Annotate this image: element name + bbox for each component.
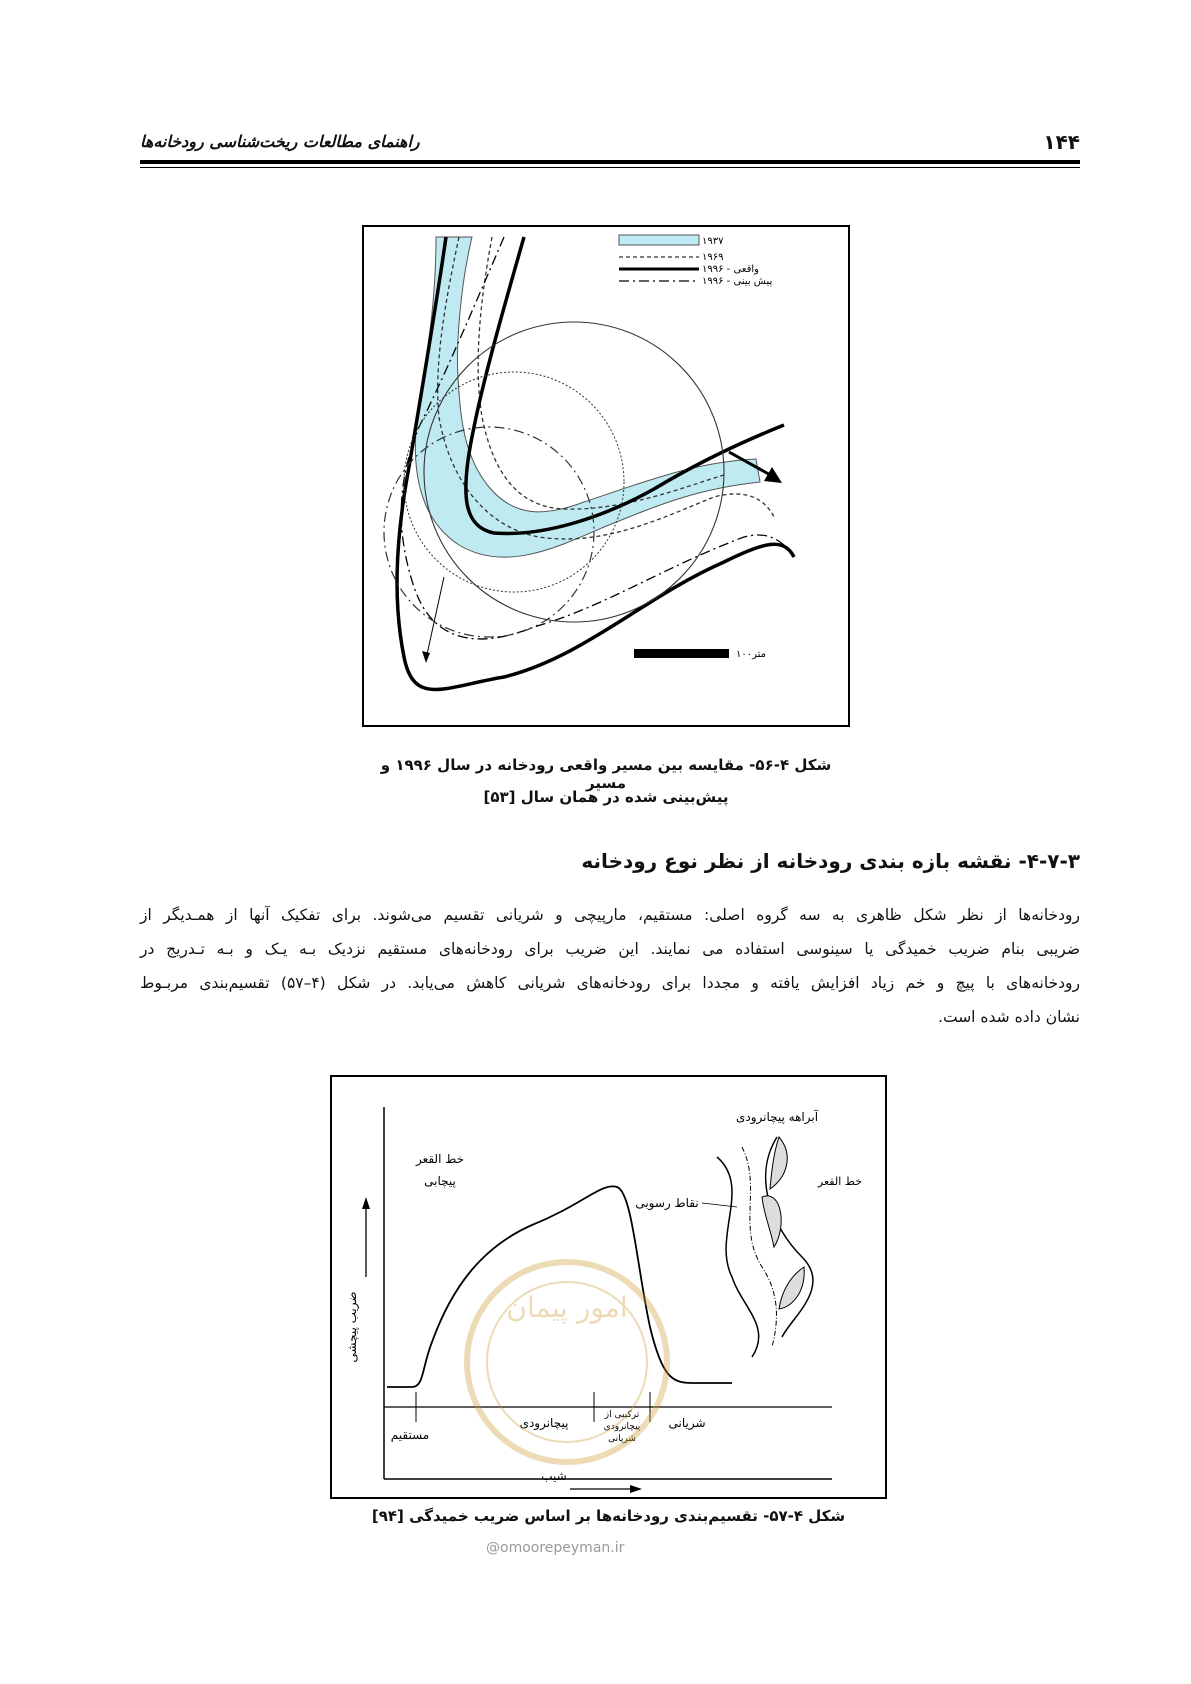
river-map-svg <box>364 227 848 725</box>
watermark-logo-text: امور پیمان <box>506 1291 628 1324</box>
running-title: راهنمای مطالعات ریخت‌شناسی رودخانه‌ها <box>140 132 420 151</box>
meander-bank-left <box>717 1157 759 1357</box>
legend-label-1996-predicted: ۱۹۹۶ - پیش بینی <box>702 276 773 287</box>
header-rule-thick <box>140 160 1080 164</box>
page-number: ۱۴۴ <box>1043 130 1080 154</box>
point-bar-1 <box>762 1196 781 1247</box>
y-axis-label: ضریب پیچشی <box>345 1291 359 1363</box>
watermark-url: @omoorepeyman.ir <box>486 1540 625 1556</box>
sinuosity-diagram-svg <box>332 1077 885 1497</box>
header-rule-thin <box>140 167 1080 168</box>
legend-swatch-1937 <box>619 235 699 245</box>
flow-arrowhead <box>764 467 782 483</box>
legend-label-1996-actual: ۱۹۹۶ - واقعی <box>702 264 759 275</box>
x-axis-label: شیب <box>541 1469 567 1483</box>
body-paragraph <box>140 898 1080 1034</box>
scale-label: ۱۰۰متر <box>736 649 767 660</box>
figure-river-path-comparison <box>362 225 850 727</box>
label-combined-1: ترکیبی از <box>604 1410 640 1420</box>
label-thalweg: خط القعر <box>817 1175 862 1188</box>
figure1-caption-line2: پیش‌بینی شده در همان سال [۵۳] <box>483 788 729 806</box>
legend-label-1969: ۱۹۶۹ <box>702 252 724 263</box>
label-combined-3: شریانی <box>608 1434 636 1444</box>
paragraph-line: رودخانه‌های با پیچ و خم زیاد افزایش یافته و مجددا برای رودخانه‌های شریانی کاهش می‌یابد. در شکل (۴–۵۷) تقسیم‌بندی مربـوط <box>140 974 1081 992</box>
figure1-caption-line1: شکل ۴-۵۶- مقایسه بین مسیر واقعی رودخانه در سال ۱۹۹۶ و مسیر <box>380 756 832 792</box>
paragraph-line: ضریبی بنام ضریب خمیدگی یا سینوسی استفاده می نمایند. این ضریب برای رودخانه‌های مستقیم نزدیک بـه یـک و بـه تـدریج در <box>140 940 1080 958</box>
label-meandering: پیچانرودی <box>519 1416 569 1430</box>
paragraph-line: نشان داده شده است. <box>938 1008 1080 1026</box>
label-thalweg-winding-1: خط القعر <box>415 1152 465 1166</box>
y-axis-arrowhead <box>362 1197 370 1209</box>
legend <box>619 235 773 287</box>
label-combined-2: پیچانرودی <box>603 1422 641 1432</box>
point-bar-3 <box>779 1267 804 1309</box>
label-thalweg-winding-2: پیچابی <box>424 1174 456 1188</box>
x-axis-arrowhead <box>630 1485 642 1493</box>
watermark-logo <box>467 1262 667 1462</box>
figure-sinuosity-classification <box>330 1075 887 1499</box>
label-straight: مستقیم <box>390 1428 430 1442</box>
label-braided: شریانی <box>668 1416 706 1430</box>
section-heading: ۴-۷-۳- نقشه بازه بندی رودخانه از نظر نوع رودخانه <box>581 849 1080 873</box>
figure2-caption: شکل ۴-۵۷- تقسیم‌بندی رودخانه‌ها بر اساس ضریب خمیدگی [۹۴] <box>371 1507 846 1525</box>
radius-arrowhead <box>422 651 430 663</box>
scale-bar <box>634 649 729 658</box>
label-meander-channel: آبراهه پیچانرودی <box>735 1110 819 1124</box>
legend-label-1937: ۱۹۳۷ <box>702 236 724 247</box>
label-depositional-points: نقاط رسوبی <box>635 1196 699 1210</box>
paragraph-line: رودخانه‌ها از نظر شکل ظاهری به سه گروه اصلی: مستقیم، مارپیچی و شریانی تقسیم می‌شوند. برای تفکیک آنها از همـدیگر از <box>140 906 1080 924</box>
sinuosity-curve <box>387 1186 732 1387</box>
